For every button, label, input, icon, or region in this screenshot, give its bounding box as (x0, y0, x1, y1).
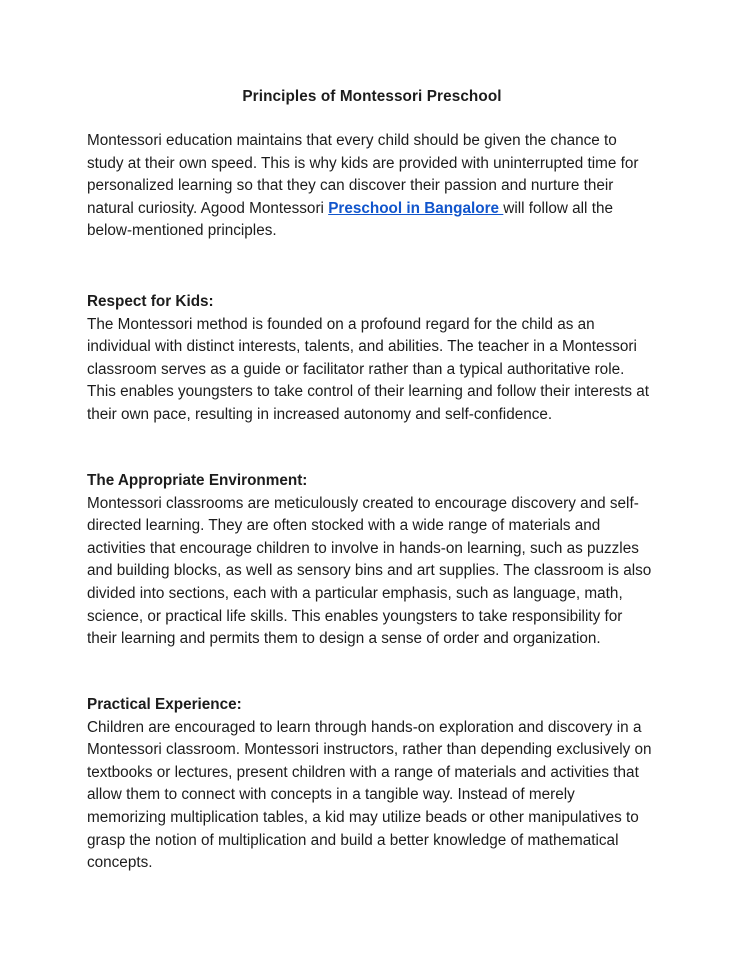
intro-text-after-link: will follow all the below-mentioned principles. (87, 199, 613, 240)
page-title: Principles of Montessori Preschool (242, 88, 502, 105)
section-heading: Practical Experience: (87, 696, 242, 713)
section-body: Montessori classrooms are meticulously created to encourage discovery and self-directed learning. They are often stocked with a wide range of materials and activities that encourage children to involve in hands-on learning, such as puzzles and building blocks, as well as sensory bins and art supplies. The classroom is also divided into sections, each with a particular emphasis, such as language, math, science, or practical life skills. This enables youngsters to take responsibility for their learning and permits them to design a sense of order and organization. (87, 494, 652, 648)
section-practical-experience (87, 694, 652, 875)
preschool-in-bangalore-link[interactable]: Preschool in Bangalore (328, 199, 504, 217)
intro-paragraph (87, 130, 647, 243)
section-respect-for-kids (87, 291, 652, 427)
section-appropriate-environment (87, 470, 652, 651)
section-heading: Respect for Kids: (87, 293, 214, 310)
section-body: Children are encouraged to learn through hands-on exploration and discovery in a Montessori classroom. Montessori instructors, rather than depending exclusively on textbooks or lectures, present children with a range of materials and activities that allow them to connect with concepts in a tangible way. Instead of merely memorizing multiplication tables, a kid may utilize beads or other manipulatives to grasp the notion of multiplication and build a better knowledge of mathematical concepts. (87, 718, 652, 872)
intro-text-before-link: Montessori education maintains that every child should be given the chance to study at their own speed. This is why kids are provided with uninterrupted time for personalized learning so that they can discover their passion and nurture their natural curiosity. Agood Montessori (87, 132, 639, 217)
section-heading: The Appropriate Environment: (87, 472, 308, 489)
section-body: The Montessori method is founded on a profound regard for the child as an individual with distinct interests, talents, and abilities. The teacher in a Montessori classroom serves as a guide or facilitator rather than a typical authoritative role. This enables youngsters to take control of their learning and follow their interests at their own pace, resulting in increased autonomy and self-confidence. (87, 315, 650, 423)
